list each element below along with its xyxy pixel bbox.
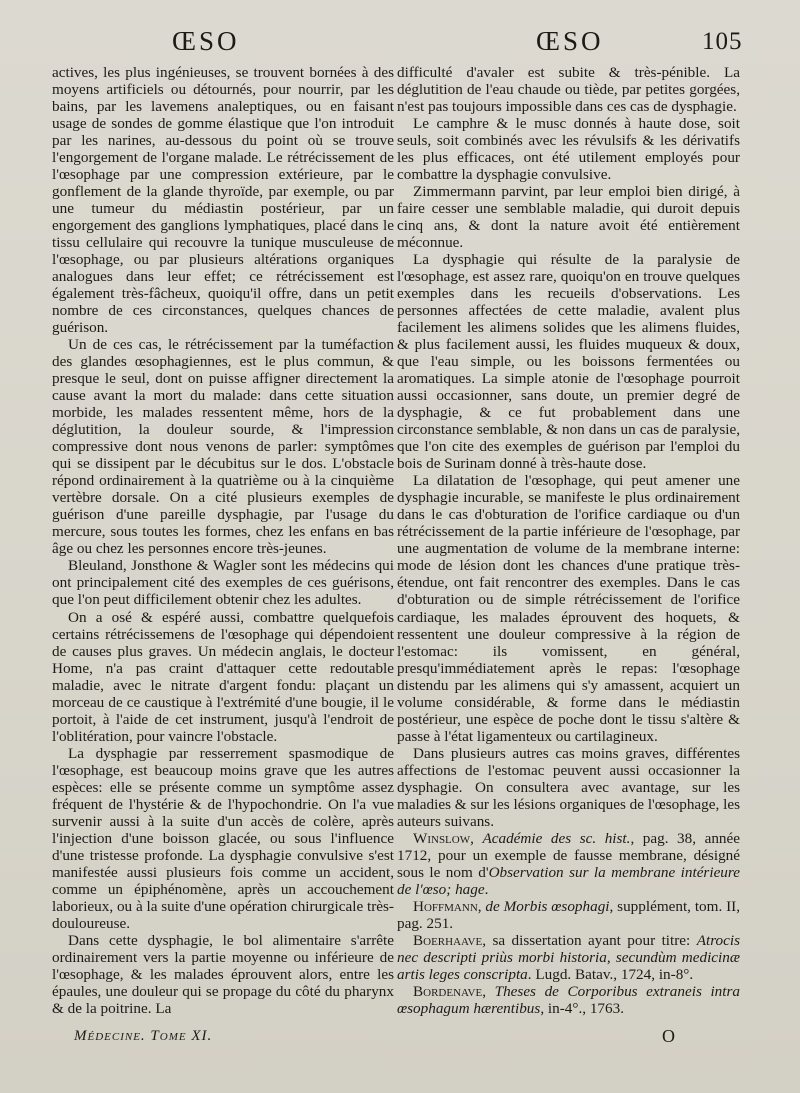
reference-details: , pag. 38, année 1712, pour un exemple de fausse membrane, désigné sous le nom d' (397, 829, 741, 881)
reference-separator: , (482, 931, 493, 949)
paragraph: Zimmermann parvint, par leur emploi bien dirigé, à faire cesser une semblable maladie, qui duroit depuis cinq ans, & dont la nature avoit été entièrement méconnue. (397, 183, 740, 252)
paragraph: Dans plusieurs autres cas moins graves, différentes affections de l'estomac peuvent aussi occasionner la dysphagie. On consultera avec avantage, sur les maladies & sur les lésions organiques de l'œsophage, les auteurs suivans. (397, 744, 740, 830)
gathering-mark: O (662, 1026, 675, 1046)
reference-work: de Morbis œsophagi (485, 897, 610, 915)
reference-author: Hoffmann (413, 897, 478, 915)
paragraph: On a osé & espéré aussi, combattre quelquefois certains rétrécissemens de l'œsophage qui dépendoient de causes plus graves. Un médecin anglais, le docteur Home, n'a pas craint d'attaquer cette redoutable maladie, avec le nitrate d'argent fondu: plaçant un morceau de ce caustique à l'extrémité d'une bougie, il le portoit, à l'aide de cet instrument, jusqu'à l'endroit de l'oblitération, pour vaincre l'obstacle. (52, 608, 394, 745)
paragraph: Le camphre & le musc donnés à haute dose, soit seuls, soit combinés avec les révulsifs & les dérivatifs les plus efficaces, ont été utilement employés pour combattre la dysphagie convulsive. (397, 115, 740, 184)
reference-separator: , (470, 829, 483, 847)
reference-details: sa dissertation ayant pour titre: (492, 931, 697, 949)
signature-mark: Médecine. Tome XI. (74, 1028, 213, 1044)
header-title-right: ŒSO (536, 26, 604, 56)
paragraph: Dans cette dysphagie, le bol alimentaire s'arrête ordinairement vers la partie moyenne ou inférieure de l'œsophage, & les malades éprouvent alors, entre les épaules, une douleur qui se propage du côté du pharynx & de la poitrine. La (52, 931, 394, 1017)
paragraph: La dysphagie qui résulte de la paralysie de l'œsophage, est assez rare, quoiqu'on en trouve quelques exemples dans les recueils d'observations. Les personnes affectées de cette maladie, avalent plus facilement les alimens solides que les alimens fluides, & plus facilement aussi, les fluides muqueux & doux, que l'eau simple, ou les boissons fermentées ou aromatiques. La simple atonie de l'œsophage pourroit aussi occasionner, sans doute, un premier degré de dysphagie, & ce fut probablement dans une circonstance semblable, & non dans un cas de paralysie, que l'on cite des exemples de guérison par l'emploi du bois de Surinam donné à très-haute dose. (397, 251, 740, 473)
reference-entry (397, 830, 740, 898)
reference-work-secondary: Observation sur la membrane intérieure de l'œso; hage (397, 863, 740, 898)
paragraph: Bleuland, Jonsthone & Wagler sont les médecins qui ont principalement cité des exemples de ces guérisons, que l'on peut difficilement obtenir chez les adultes. (52, 557, 394, 609)
reference-work: Theses de Corporibus extraneis intra œsophagum hærentibus (397, 982, 740, 1017)
reference-end: . (484, 880, 489, 898)
paragraph: La dilatation de l'œsophage, qui peut amener une dysphagie incurable, se manifeste le plus ordinairement dans le cas d'obturation de l'orifice cardiaque ou d'un rétrécissement de la partie inférieure de l'œsophage, par une augmentation de volume de la membrane interne: mode de lésion dont les chances d'une pratique très-étendue, ont fait rencontrer des exemples. Dans le cas d'obturation ou de simple rétrécissement de l'orifice cardiaque, les malades éprouvent des hoquets, & ressentent une douleur compressive à la région de l'estomac: ils vomissent, en général, presqu'immédiatement après le repas: l'œsophage distendu par les alimens qui s'y amassent, acquiert un volume considérable, & forme dans le médiastin postérieur, une espèce de poche dont le tissu s'altère & passe à l'état ligamenteux ou cartilagineux. (397, 472, 740, 745)
reference-entry (397, 983, 740, 1017)
reference-details: , in-4°., 1763. (540, 999, 625, 1017)
header-title-left: ŒSO (172, 26, 240, 56)
reference-author: Boerhaave (413, 931, 483, 949)
paragraph: actives, les plus ingénieuses, se trouvent bornées à des moyens artificiels ou détournés, pour nourrir, par les bains, par les lavemens analeptiques, ou en faisant usage de sondes de gomme élastique que l'on introduit par les narines, au-dessous du point où se trouve l'engorgement de l'organe malade. Le rétrécissement de l'œsophage par une compression extérieure, par le gonflement de la glande thyroïde, par exemple, ou par une tumeur du médiastin postérieur, par un engorgement des ganglions lymphatiques, placé dans le tissu cellulaire qui recouvre la tunique musculeuse de l'œsophage, ou par plusieurs altérations organiques analogues dans leur effet; ce rétrécissement est également très-fâcheux, quoiqu'il offre, dans un petit nombre de ces circonstances, quelques chances de guérison. (52, 64, 394, 337)
page-number: 105 (702, 28, 743, 55)
reference-end: . Lugd. Batav., 1724, in-8°. (527, 965, 694, 983)
paragraph: difficulté d'avaler est subite & très-pénible. La déglutition de l'eau chaude ou tiède, par petites gorgées, n'est pas toujours impossible dans ces cas de dysphagie. (397, 64, 740, 116)
right-column (397, 64, 740, 1017)
reference-entry (397, 898, 740, 932)
reference-author: Bordenave (413, 982, 483, 1000)
reference-separator: , (482, 982, 495, 1000)
reference-author: Winslow (413, 829, 471, 847)
paragraph: Un de ces cas, le rétrécissement par la tuméfaction des glandes œsophagiennes, est le plus commun, & presque le seul, dont on puisse affigner directement la cause avant la mort du malade: dans cette situation morbide, les malades ressentent même, hors de la déglutition, la douleur sourde, & l'impression compressive dont nous venons de parler: symptômes qui se dissipent par le décubitus sur le dos. L'obstacle répond ordinairement à la quatrième ou à la cinquième vertèbre dorsale. On a cité plusieurs exemples de guérison d'une pareille dysphagie, par l'usage du mercure, sous toutes les formes, chez les enfans en bas âge ou chez les personnes encore très-jeunes. (52, 336, 394, 558)
page-footer (0, 1028, 800, 1050)
reference-separator: , (477, 897, 486, 915)
reference-entry (397, 932, 740, 983)
reference-work-secondary: Atrocis nec descripti priùs morbi historia, secundùm medicinæ artis leges conscripta (397, 931, 741, 983)
reference-work: Académie des sc. hist. (482, 829, 631, 847)
reference-details: , supplément, tom. II, pag. 251. (397, 897, 740, 932)
running-header (0, 26, 800, 60)
left-column (52, 64, 394, 1017)
paragraph: La dysphagie par resserrement spasmodique de l'œsophage, est beaucoup moins grave que les autres espèces: elle se présente comme un symptôme assez fréquent de l'hystérie & de l'hypochondrie. On l'a vue survenir aussi à la suite d'un accès de colère, après l'injection d'une boisson glacée, ou sous l'influence d'une tristesse profonde. La dysphagie convulsive s'est manifestée aussi plusieurs fois comme un accident, comme un épiphénomène, après un accouchement laborieux, ou à la suite d'une opération chirurgicale très-douloureuse. (52, 744, 394, 932)
